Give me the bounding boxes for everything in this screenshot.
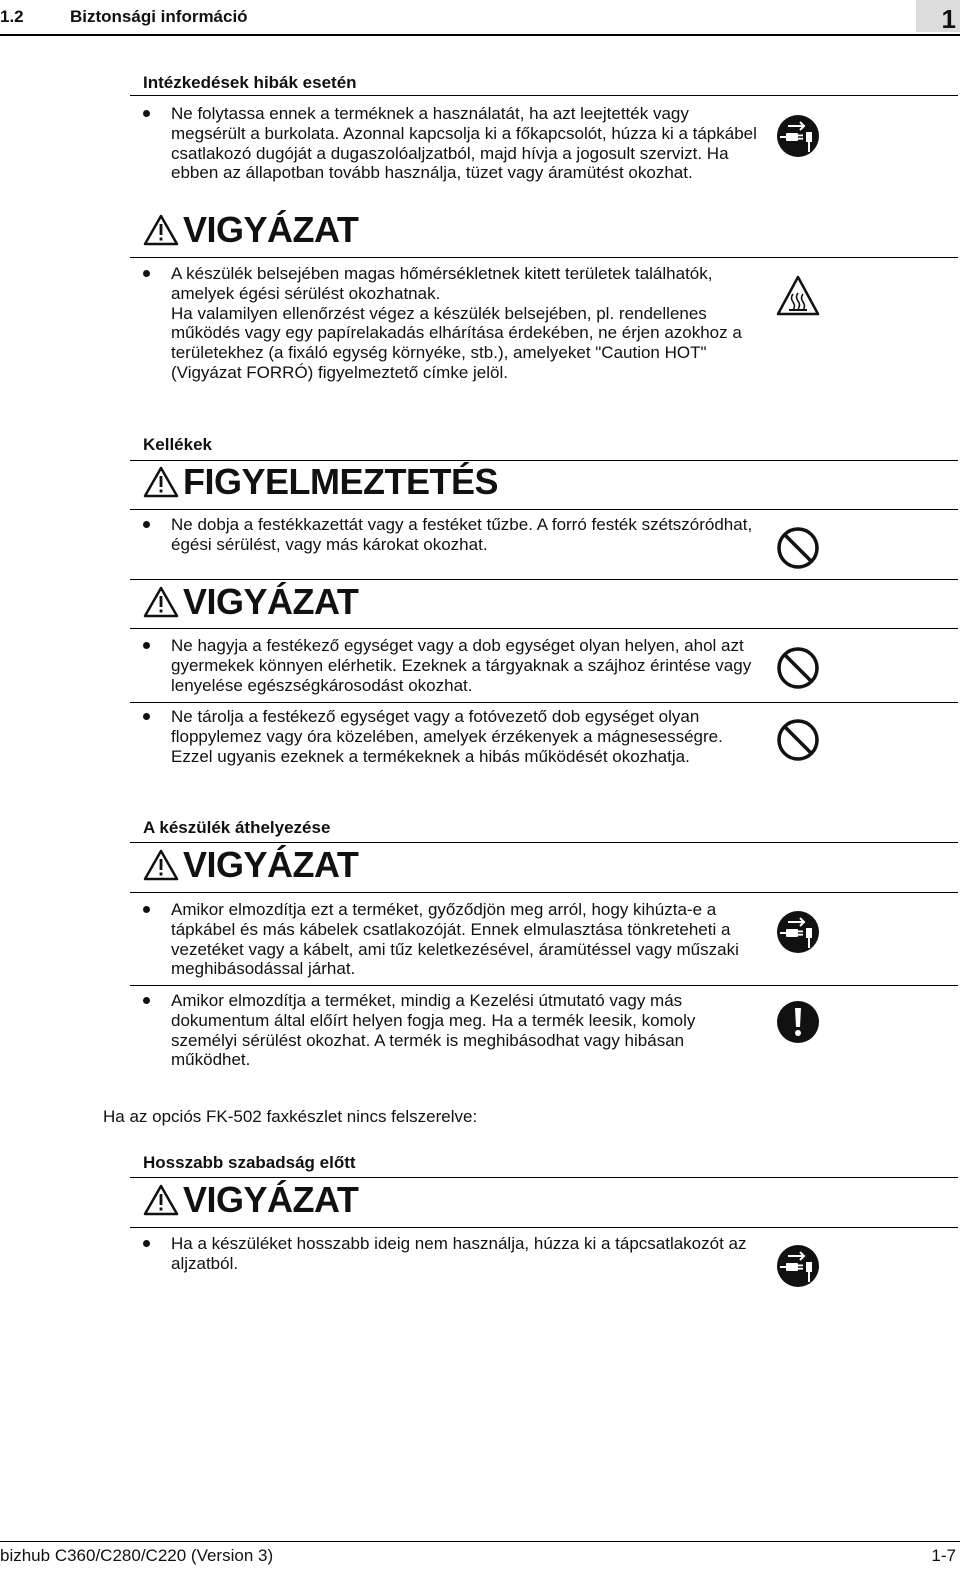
footer-page-number: 1-7 (931, 1546, 956, 1565)
section-number: 1.2 (0, 7, 24, 26)
bullet-dot (143, 642, 150, 649)
prohibited-icon (776, 718, 820, 762)
warning-triangle-icon (143, 214, 179, 246)
bullet-dot (143, 110, 150, 117)
warning-triangle-icon (143, 586, 179, 618)
unplug-icon (776, 910, 820, 954)
bullet-dot (143, 997, 150, 1004)
warning-triangle-icon (143, 849, 179, 881)
item-rule (130, 702, 958, 703)
bullet-dot (143, 270, 150, 277)
section-rule (130, 95, 958, 96)
section-heading-faults: Intézkedések hibák esetén (143, 73, 357, 92)
bullet-text: Amikor elmozdítja a terméket, mindig a Kezelési útmutató vagy más dokumentum által előírt helyen fogja meg. Ha a termék leesik, komoly személyi sérülést okozhat. A termék is meghibásodhat vagy hibásan működhet. (171, 991, 696, 1070)
hot-surface-icon (776, 274, 820, 318)
bullet-dot (143, 521, 150, 528)
caution-title (143, 843, 358, 887)
fax-note: Ha az opciós FK-502 faxkészlet nincs felszerelve: (103, 1107, 478, 1126)
unplug-icon (776, 114, 820, 158)
caution-label: VIGYÁZAT (183, 844, 359, 885)
section-heading-supplies: Kellékek (143, 435, 212, 454)
bullet-text: Ne folytassa ennek a terméknek a használatát, ha azt leejtették vagy megsérült a burkolata. Azonnal kapcsolja ki a főkapcsolót, húzza ki a tápkábel csatlakozó dugóját a dugaszolóaljzatból, majd hívja a jogosult szervizt. Ha ebben az állapotban tovább használja, tüzet vagy áramütést okozhat. (171, 104, 757, 183)
mandatory-exclamation-icon (776, 1000, 820, 1044)
footer-divider (0, 1541, 960, 1542)
caution-title (143, 208, 358, 252)
unplug-icon (776, 1244, 820, 1288)
warning-rule (130, 1227, 958, 1228)
section-title: Biztonsági információ (70, 7, 248, 26)
warning-rule (130, 509, 958, 510)
footer-model: bizhub C360/C280/C220 (Version 3) (0, 1546, 274, 1565)
caution-label: VIGYÁZAT (183, 581, 359, 622)
bullet-text: Ne dobja a festékkazettát vagy a festéket tűzbe. A forró festék szétszóródhat, égési sérülést, vagy más károkat okozhat. (171, 515, 753, 554)
bullet-dot (143, 906, 150, 913)
bullet-text: Ha a készüléket hosszabb ideig nem használja, húzza ki a tápcsatlakozót az aljzatból. (171, 1234, 747, 1273)
warning-triangle-icon (143, 1184, 179, 1216)
warning-rule (130, 628, 958, 629)
bullet-text: Ne hagyja a festékező egységet vagy a dob egységet olyan helyen, ahol azt gyermekek könnyen elérhetik. Ezeknek a tárgyaknak a szájhoz érintése vagy lenyelése egészségkárosodást okozhat. (171, 636, 752, 695)
item-rule (130, 985, 958, 986)
warning-rule (130, 257, 958, 258)
warning-triangle-icon (143, 466, 179, 498)
bullet-text: A készülék belsejében magas hőmérsékletnek kitett területek találhatók, amelyek égési sérülést okozhatnak. Ha valamilyen ellenőrzést végez a készülék belsejében, pl. rendellenes működés vagy egy papírelakadás elhárítása érdekében, ne érjen azokhoz a területekhez (a fixáló egység környéke, stb.), amelyeket "Caution HOT" (Vigyázat FORRÓ) figyelmeztető címke jelöl. (171, 264, 742, 382)
caution-title (143, 1178, 358, 1222)
warning-title (143, 460, 498, 504)
bullet-text: Ne tárolja a festékező egységet vagy a fotóvezető dob egységet olyan floppylemez vagy óra közelében, amelyek érzékenyek a mágnesességre. Ezzel ugyanis ezeknek a termékeknek a hibás működését okozhatja. (171, 707, 723, 766)
prohibited-icon (776, 646, 820, 690)
bullet-dot (143, 713, 150, 720)
warning-label: FIGYELMEZTETÉS (183, 461, 499, 502)
chapter-number: 1 (916, 0, 960, 32)
header-divider (0, 34, 960, 36)
caution-label: VIGYÁZAT (183, 1179, 359, 1220)
section-heading-vacation: Hosszabb szabadság előtt (143, 1153, 356, 1172)
caution-title (143, 580, 358, 624)
bullet-dot (143, 1240, 150, 1247)
bullet-text: Amikor elmozdítja ezt a terméket, győződjön meg arról, hogy kihúzta-e a tápkábel és más kábelek csatlakozóját. Ennek elmulasztása tönkreteheti a vezetéket vagy a kábelt, ami tűz keletkezésével, áramütéssel vagy műszaki meghibásodással járhat. (171, 900, 739, 979)
caution-label: VIGYÁZAT (183, 209, 359, 250)
prohibited-icon (776, 526, 820, 570)
section-heading-relocation: A készülék áthelyezése (143, 818, 331, 837)
warning-rule (130, 892, 958, 893)
